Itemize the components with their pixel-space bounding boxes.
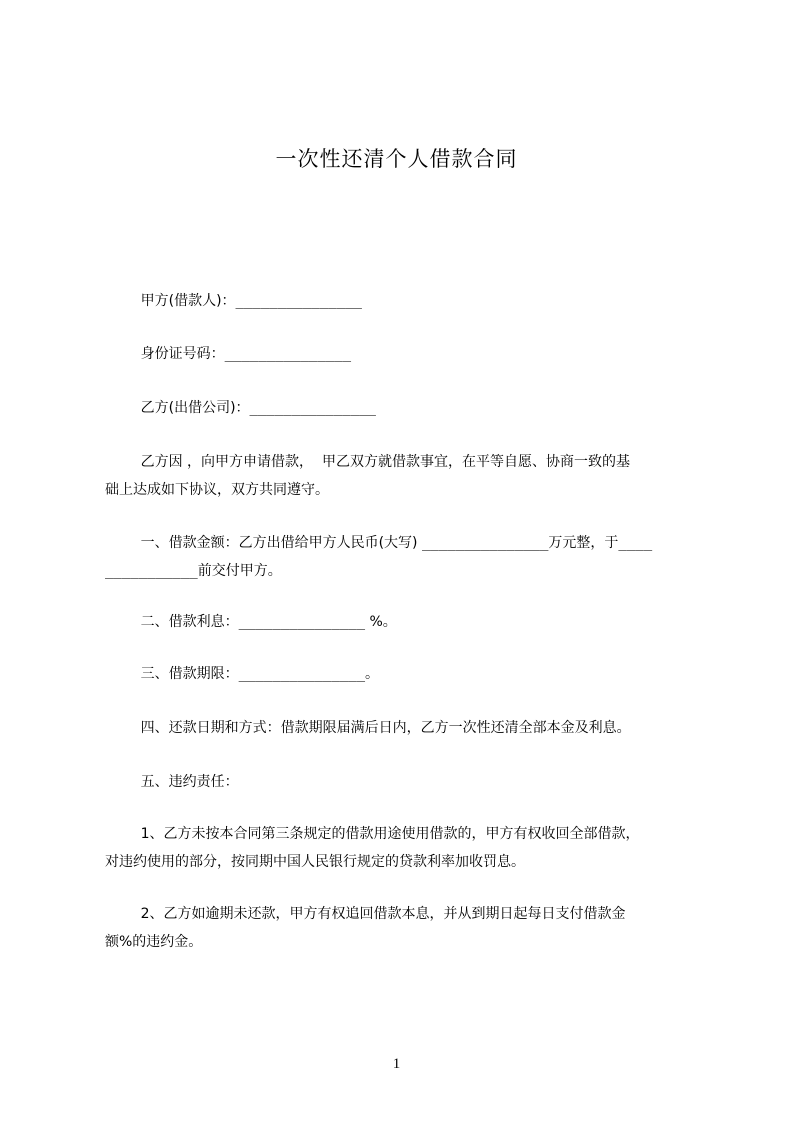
item-2-line-2: 额%的违约金。 xyxy=(105,934,203,950)
term-blank: _______________ xyxy=(238,666,366,682)
party-a-label: 甲方(借款人)： xyxy=(140,293,236,309)
document-title: 一次性还清个人借款合同 xyxy=(275,147,518,171)
clause-3-text: 三、借款期限： xyxy=(105,666,239,682)
id-number-line xyxy=(105,341,705,367)
party-b-line xyxy=(105,395,705,421)
item-1-line-1: 1、乙方未按本合同第三条规定的借款用途使用借款的，甲方有权收回全部借款， xyxy=(105,826,640,842)
date-blank-part-2: ___________ xyxy=(105,563,198,579)
clause-2-after: %。 xyxy=(365,614,397,630)
clause-1-after: 万元整，于 xyxy=(548,535,619,551)
clause-1-line-1 xyxy=(105,530,705,556)
interest-blank: _______________ xyxy=(238,614,366,630)
amount-blank: _______________ xyxy=(421,535,549,551)
date-blank-part-1: ____ xyxy=(618,535,653,551)
party-b-blank: _______________ xyxy=(249,400,376,416)
item-1-line-2: 对违约使用的部分，按同期中国人民银行规定的贷款利率加收罚息。 xyxy=(105,854,525,870)
intro-paragraph-line-1: 乙方因 ，向甲方申请借款， 甲乙双方就借款事宜，在平等自愿、协商一致的基 xyxy=(105,454,630,470)
item-2-line-1: 2、乙方如逾期未还款，甲方有权追回借款本息，并从到期日起每日支付借款金 xyxy=(105,906,626,922)
indent xyxy=(105,293,141,309)
clause-1-end: 前交付甲方。 xyxy=(197,563,282,579)
clause-1-text: 一、借款金额：乙方出借给甲方人民币(大写) xyxy=(105,535,422,551)
clause-4-line: 四、还款日期和方式：借款期限届满后日内，乙方一次性还清全部本金及利息。 xyxy=(105,720,631,736)
clause-2-text: 二、借款利息： xyxy=(105,614,239,630)
clause-3-line xyxy=(105,661,705,687)
party-a-blank: _______________ xyxy=(235,293,362,309)
id-number-label: 身份证号码： xyxy=(140,346,225,362)
clause-3-after: 。 xyxy=(365,666,380,682)
indent xyxy=(105,400,141,416)
indent xyxy=(105,346,141,362)
clause-2-line xyxy=(105,609,705,635)
clause-5-line: 五、违约责任： xyxy=(105,774,239,790)
id-number-blank: _______________ xyxy=(224,346,352,362)
page-number: 1 xyxy=(392,1056,401,1072)
party-b-label: 乙方(出借公司)： xyxy=(140,400,250,416)
party-a-line xyxy=(105,288,705,314)
clause-1-line-2 xyxy=(105,558,705,584)
intro-paragraph-line-2: 础上达成如下协议，双方共同遵守。 xyxy=(105,482,329,498)
